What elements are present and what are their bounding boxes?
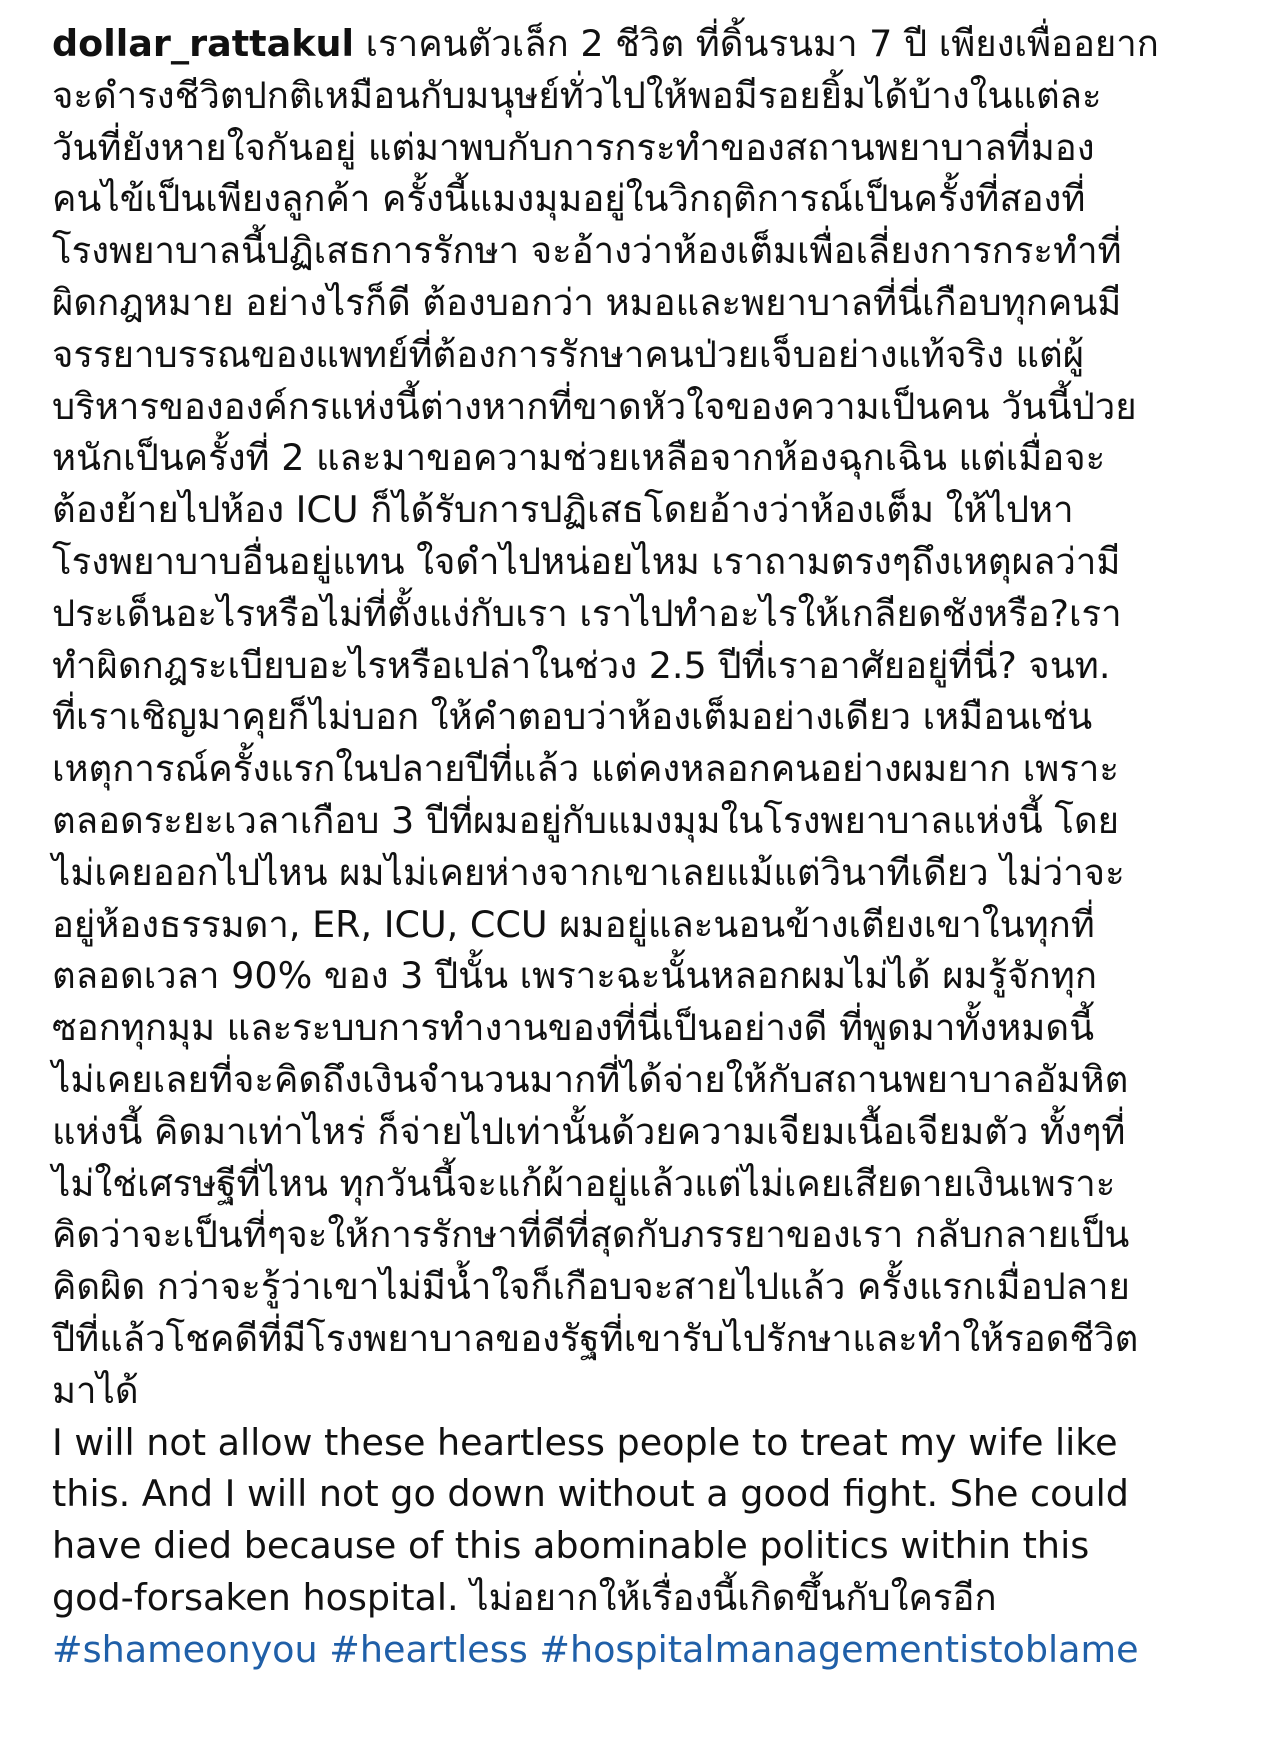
caption-line: แห่งนี้ คิดมาเท่าไหร่ ก็จ่ายไปเท่านั้นด้วยความเจียมเนื้อเจียมตัว ทั้งๆที่ bbox=[52, 1109, 1126, 1153]
caption-line: ตลอดระยะเวลาเกือบ 3 ปีที่ผมอยู่กับแมงมุมในโรงพยาบาลแห่งนี้ โดย bbox=[52, 798, 1120, 842]
caption-line: จรรยาบรรณของแพทย์ที่ต้องการรักษาคนป่วยเจ็บอย่างแท้จริง แต่ผู้ bbox=[52, 332, 1085, 376]
caption-text: เราคนตัวเล็ก 2 ชีวิต ที่ดิ้นรนมา 7 ปี เพียงเพื่ออยาก bbox=[354, 22, 1159, 65]
caption-line: คิดว่าจะเป็นที่ๆจะให้การรักษาที่ดีที่สุดกับภรรยาของเรา กลับกลายเป็น bbox=[52, 1213, 1130, 1257]
caption-line: โรงพยาบาลนี้ปฏิเสธการรักษา จะอ้างว่าห้องเต็มเพื่อเลี่ยงการกระทำที่ bbox=[52, 229, 1122, 273]
caption-line: เหตุการณ์ครั้งแรกในปลายปีที่แล้ว แต่คงหลอกคนอย่างผมยาก เพราะ bbox=[52, 747, 1119, 791]
caption-line: บริหารขององค์กรแห่งนี้ต่างหากที่ขาดหัวใจของความเป็นคน วันนี้ป่วย bbox=[52, 384, 1137, 428]
hashtag-link[interactable]: #shameonyou bbox=[52, 1627, 318, 1671]
hashtag-link[interactable]: #heartless bbox=[329, 1627, 528, 1671]
caption-line-0 bbox=[52, 18, 1242, 70]
caption-line: คนไข้เป็นเพียงลูกค้า ครั้งนี้แมงมุมอยู่ในวิกฤติการณ์เป็นครั้งที่สองที่ bbox=[52, 177, 1086, 221]
caption-line: โรงพยาบาบอื่นอยู่แทน ใจดำไปหน่อยไหม เราถามตรงๆถึงเหตุผลว่ามี bbox=[52, 539, 1121, 583]
caption-line: ผิดกฎหมาย อย่างไรก็ดี ต้องบอกว่า หมอและพยาบาลที่นี่เกือบทุกคนมี bbox=[52, 280, 1122, 324]
caption-line: god-forsaken hospital. ไม่อยากให้เรื่องนี้เกิดขึ้นกับใครอีก bbox=[52, 1575, 997, 1619]
caption-line: อยู่ห้องธรรมดา, ER, ICU, CCU ผมอยู่และนอนข้างเตียงเขาในทุกที่ bbox=[52, 902, 1095, 946]
caption-line: ซอกทุกมุม และระบบการทำงานของที่นี่เป็นอย่างดี ที่พูดมาทั้งหมดนี้ bbox=[52, 1006, 1095, 1050]
caption-line: ประเด็นอะไรหรือไม่ที่ตั้งแง่กับเรา เราไปทำอะไรให้เกลียดชังหรือ?เรา bbox=[52, 591, 1122, 635]
username-link[interactable]: dollar_rattakul bbox=[52, 22, 355, 65]
caption-line: ปีที่แล้วโชคดีที่มีโรงพยาบาลของรัฐที่เขารับไปรักษาและทำให้รอดชีวิต bbox=[52, 1316, 1139, 1360]
caption-line: I will not allow these heartless people to treat my wife like bbox=[52, 1420, 1118, 1464]
caption-line: this. And I will not go down without a good fight. She could bbox=[52, 1472, 1129, 1516]
caption-line: คิดผิด กว่าจะรู้ว่าเขาไม่มีน้ำใจก็เกือบจะสายไปแล้ว ครั้งแรกเมื่อปลาย bbox=[52, 1265, 1130, 1309]
caption-line: ไม่เคยออกไปไหน ผมไม่เคยห่างจากเขาเลยแม้แต่วินาทีเดียว ไม่ว่าจะ bbox=[52, 850, 1125, 894]
caption-line: มาได้ bbox=[52, 1368, 139, 1412]
caption-line: ไม่เคยเลยที่จะคิดถึงเงินจำนวนมากที่ได้จ่ายให้กับสถานพยาบาลอัมหิต bbox=[52, 1057, 1129, 1101]
caption-line: ต้องย้ายไปห้อง ICU ก็ได้รับการปฏิเสธโดยอ้างว่าห้องเต็ม ให้ไปหา bbox=[52, 488, 1074, 532]
hashtag-link[interactable]: #hospitalmanagementistoblame bbox=[539, 1627, 1139, 1671]
hashtag-row bbox=[52, 1624, 1242, 1676]
caption-line: จะดำรงชีวิตปกติเหมือนกับมนุษย์ทั่วไปให้พอมีรอยยิ้มได้บ้างในแต่ละ bbox=[52, 73, 1102, 117]
caption-line: ที่เราเชิญมาคุยก็ไม่บอก ให้คำตอบว่าห้องเต็มอย่างเดียว เหมือนเช่น bbox=[52, 695, 1093, 739]
caption-line: ทำผิดกฎระเบียบอะไรหรือเปล่าในช่วง 2.5 ปีที่เราอาศัยอยู่ที่นี่? จนท. bbox=[52, 643, 1111, 687]
caption-line: ไม่ใช่เศรษฐีที่ไหน ทุกวันนี้จะแก้ผ้าอยู่แล้วแต่ไม่เคยเสียดายเงินเพราะ bbox=[52, 1161, 1116, 1205]
caption-line: have died because of this abominable politics within this bbox=[52, 1524, 1090, 1568]
caption-line: หนักเป็นครั้งที่ 2 และมาขอความช่วยเหลือจากห้องฉุกเฉิน แต่เมื่อจะ bbox=[52, 436, 1106, 480]
caption-line: วันที่ยังหายใจกันอยู่ แต่มาพบกับการกระทำของสถานพยาบาลที่มอง bbox=[52, 125, 1095, 169]
post-caption bbox=[52, 18, 1242, 1676]
caption-line: ตลอดเวลา 90% ของ 3 ปีนั้น เพราะฉะนั้นหลอกผมไม่ได้ ผมรู้จักทุก bbox=[52, 954, 1097, 998]
